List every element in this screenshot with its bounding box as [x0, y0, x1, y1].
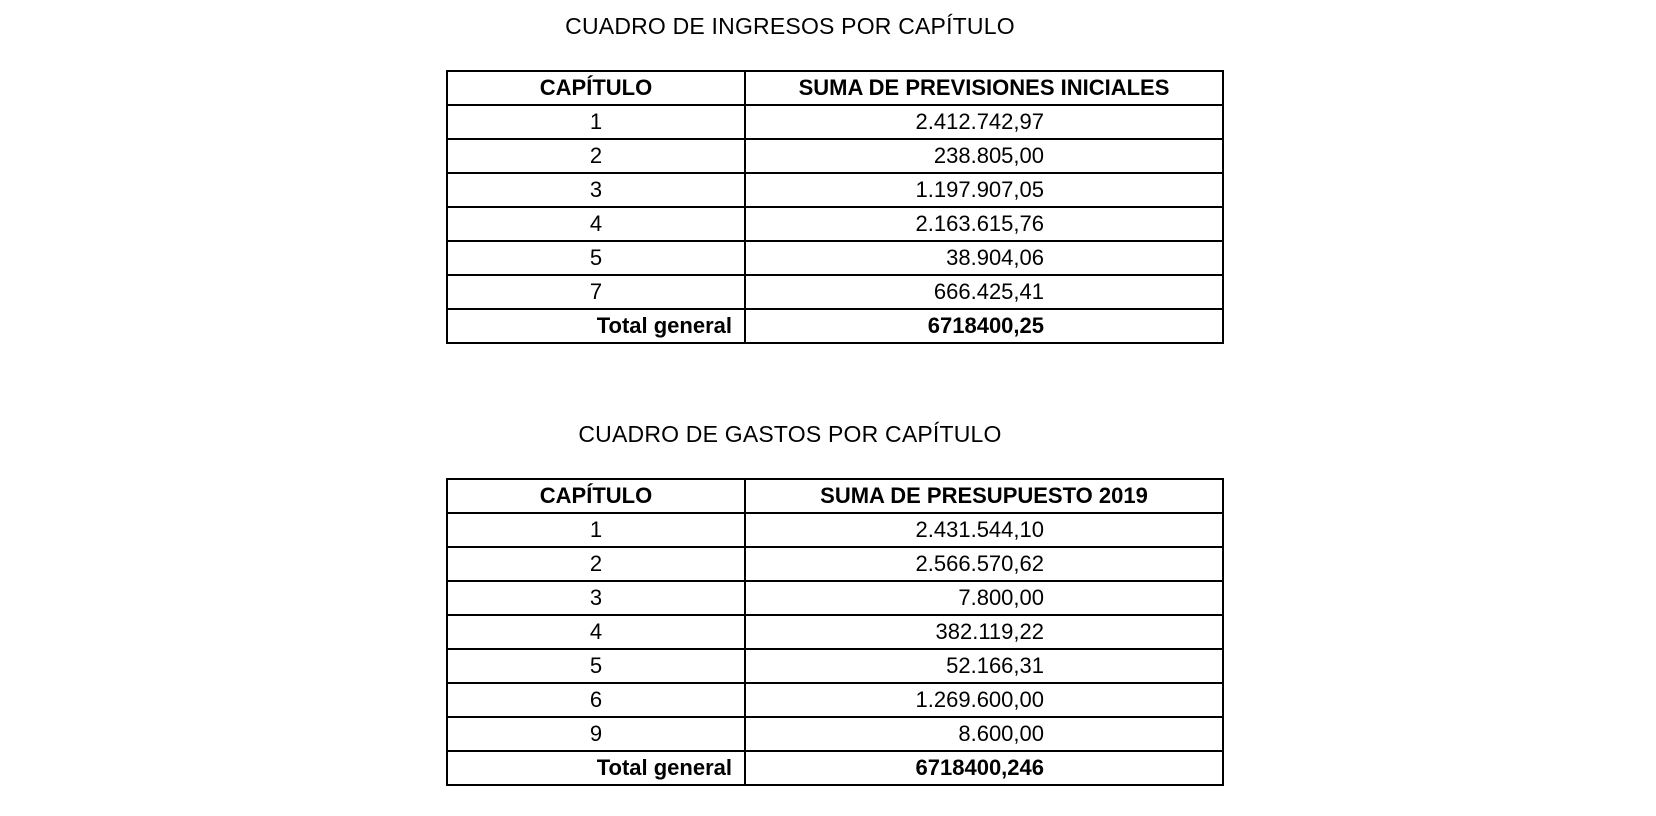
- capitulo-cell: 1: [447, 105, 745, 139]
- table-row: [447, 513, 1223, 547]
- presupuesto-header: SUMA DE PRESUPUESTO 2019: [745, 479, 1223, 513]
- table-row: [447, 139, 1223, 173]
- amount-cell: 238.805,00: [745, 139, 1223, 173]
- amount-cell: 8.600,00: [745, 717, 1223, 751]
- amount-cell: 2.412.742,97: [745, 105, 1223, 139]
- total-row: [447, 751, 1223, 785]
- capitulo-cell: 1: [447, 513, 745, 547]
- total-value: 6718400,246: [745, 751, 1223, 785]
- table-row: [447, 581, 1223, 615]
- capitulo-cell: 4: [447, 207, 745, 241]
- amount-cell: 1.269.600,00: [745, 683, 1223, 717]
- ingresos-table: [446, 70, 1224, 344]
- table-row: [447, 207, 1223, 241]
- total-row: [447, 309, 1223, 343]
- capitulo-cell: 3: [447, 581, 745, 615]
- total-value: 6718400,25: [745, 309, 1223, 343]
- table-row: [447, 275, 1223, 309]
- capitulo-cell: 2: [447, 547, 745, 581]
- capitulo-cell: 3: [447, 173, 745, 207]
- total-label: Total general: [447, 309, 745, 343]
- amount-cell: 2.566.570,62: [745, 547, 1223, 581]
- gastos-table: [446, 478, 1224, 786]
- gastos-title: CUADRO DE GASTOS POR CAPÍTULO: [578, 421, 1002, 447]
- capitulo-cell: 9: [447, 717, 745, 751]
- amount-cell: 52.166,31: [745, 649, 1223, 683]
- table-header-row: [447, 479, 1223, 513]
- capitulo-header: CAPÍTULO: [447, 71, 745, 105]
- table-row: [447, 173, 1223, 207]
- table-row: [447, 649, 1223, 683]
- table-header-row: [447, 71, 1223, 105]
- amount-cell: 382.119,22: [745, 615, 1223, 649]
- capitulo-cell: 7: [447, 275, 745, 309]
- amount-cell: 666.425,41: [745, 275, 1223, 309]
- table-row: [447, 683, 1223, 717]
- capitulo-cell: 5: [447, 649, 745, 683]
- total-label: Total general: [447, 751, 745, 785]
- previsiones-header: SUMA DE PREVISIONES INICIALES: [745, 71, 1223, 105]
- table-row: [447, 615, 1223, 649]
- table-row: [447, 105, 1223, 139]
- table-row: [447, 547, 1223, 581]
- amount-cell: 7.800,00: [745, 581, 1223, 615]
- amount-cell: 2.163.615,76: [745, 207, 1223, 241]
- capitulo-cell: 4: [447, 615, 745, 649]
- capitulo-cell: 6: [447, 683, 745, 717]
- capitulo-cell: 2: [447, 139, 745, 173]
- capitulo-header: CAPÍTULO: [447, 479, 745, 513]
- capitulo-cell: 5: [447, 241, 745, 275]
- table-row: [447, 717, 1223, 751]
- amount-cell: 2.431.544,10: [745, 513, 1223, 547]
- ingresos-title: CUADRO DE INGRESOS POR CAPÍTULO: [565, 13, 1015, 39]
- amount-cell: 38.904,06: [745, 241, 1223, 275]
- amount-cell: 1.197.907,05: [745, 173, 1223, 207]
- table-row: [447, 241, 1223, 275]
